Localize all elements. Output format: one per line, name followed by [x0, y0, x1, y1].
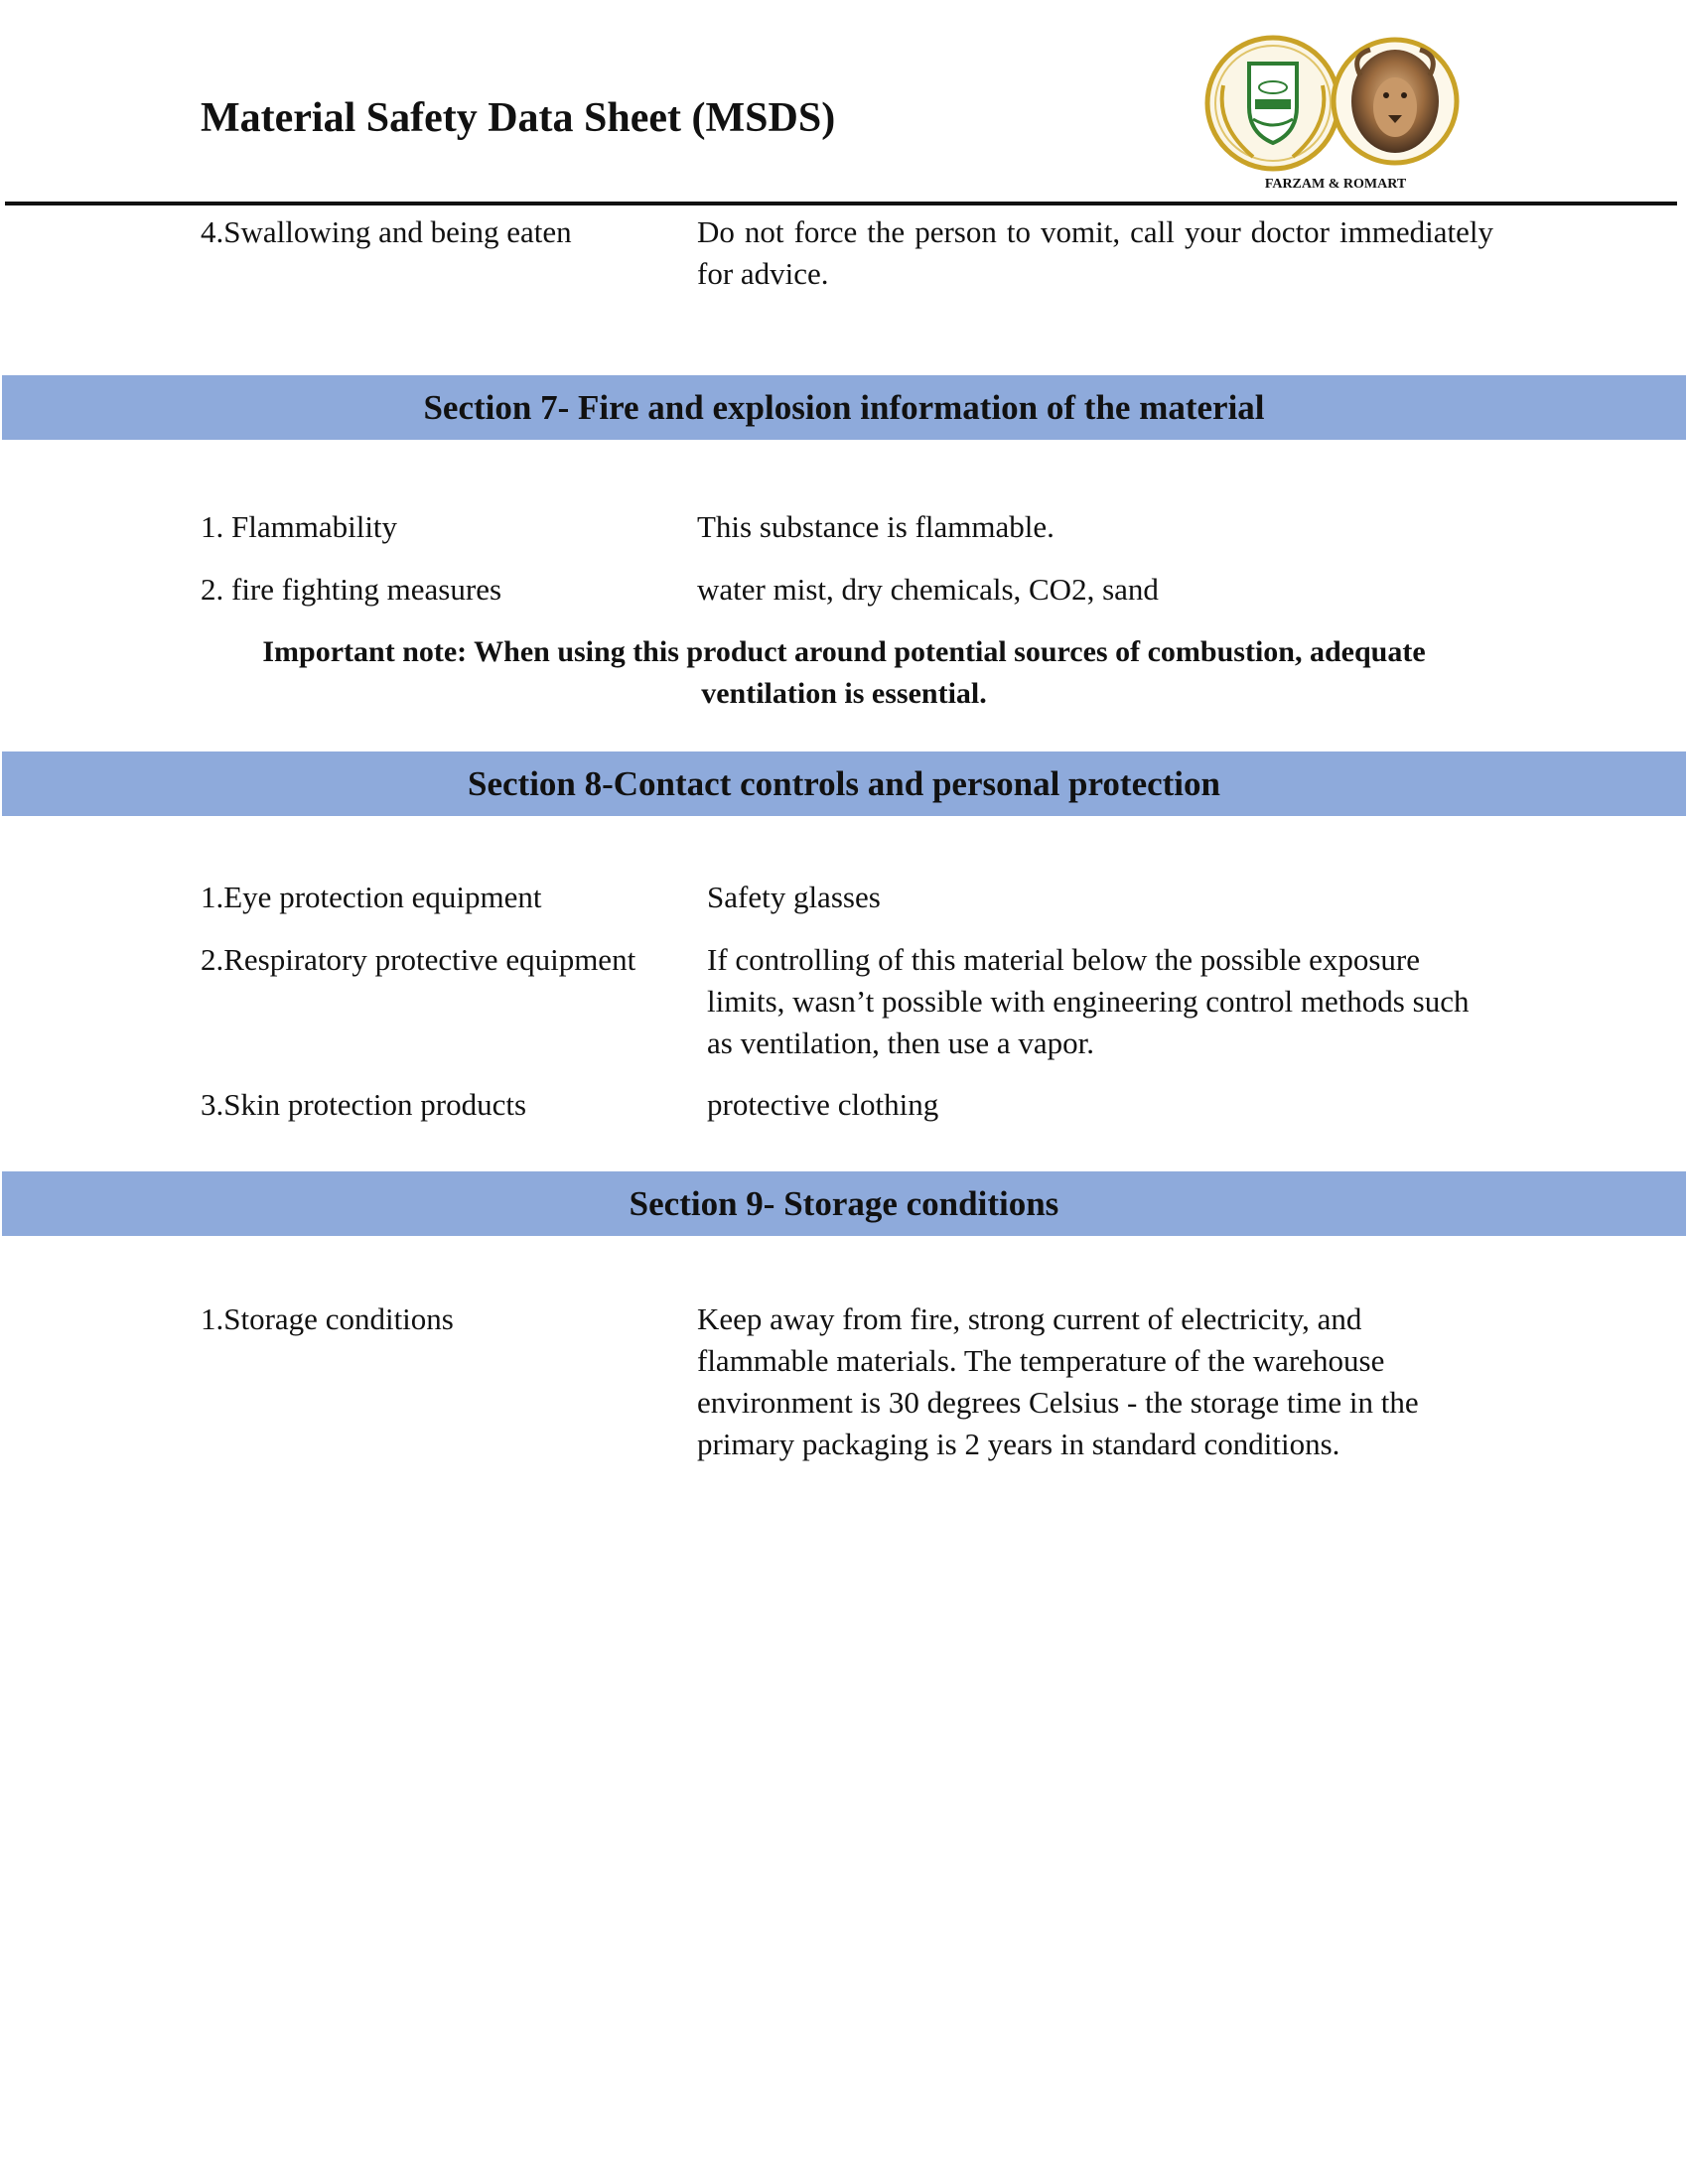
row-label: 3.Skin protection products — [201, 1087, 527, 1122]
row-value: Safety glasses — [707, 880, 881, 914]
section-7-header: Section 7- Fire and explosion information of the material — [2, 375, 1686, 440]
row-label: 2.Respiratory protective equipment — [201, 942, 636, 977]
important-note: Important note: When using this product around potential sources of combustion, adequate ventilation is essential. — [262, 635, 1426, 710]
row-label: 1.Eye protection equipment — [201, 880, 542, 914]
section-9-header: Section 9- Storage conditions — [2, 1171, 1686, 1236]
row-label: 2. fire fighting measures — [201, 572, 502, 607]
row-value: protective clothing — [707, 1087, 939, 1122]
row-value: water mist, dry chemicals, CO2, sand — [697, 572, 1159, 607]
row-label: 1.Storage conditions — [201, 1301, 454, 1336]
row-label: 4.Swallowing and being eaten — [201, 214, 572, 249]
lion-emblem-icon — [1334, 40, 1457, 163]
row-value: This substance is flammable. — [697, 509, 1055, 544]
logo-caption: FARZAM & ROMART — [1264, 177, 1407, 192]
row-value: Do not force the person to vomit, call your doctor immediately for advice. — [697, 214, 1493, 291]
row-label: 1. Flammability — [201, 509, 398, 544]
section-8-header: Section 8-Contact controls and personal protection — [2, 751, 1686, 816]
page-title: Material Safety Data Sheet (MSDS) — [201, 95, 836, 141]
company-logo — [1201, 16, 1470, 195]
row-value: If controlling of this material below the possible exposure limits, wasn’t possible with engineering control methods such as ventilation, then use a vapor. — [707, 942, 1470, 1060]
header-rule — [5, 202, 1677, 205]
row-value: Keep away from fire, strong current of electricity, and flammable materials. The temperature of the warehouse environment is 30 degrees Celsius - the storage time in the primary packaging is 2 years in standard conditions. — [697, 1301, 1419, 1461]
shield-emblem-icon — [1207, 38, 1338, 169]
